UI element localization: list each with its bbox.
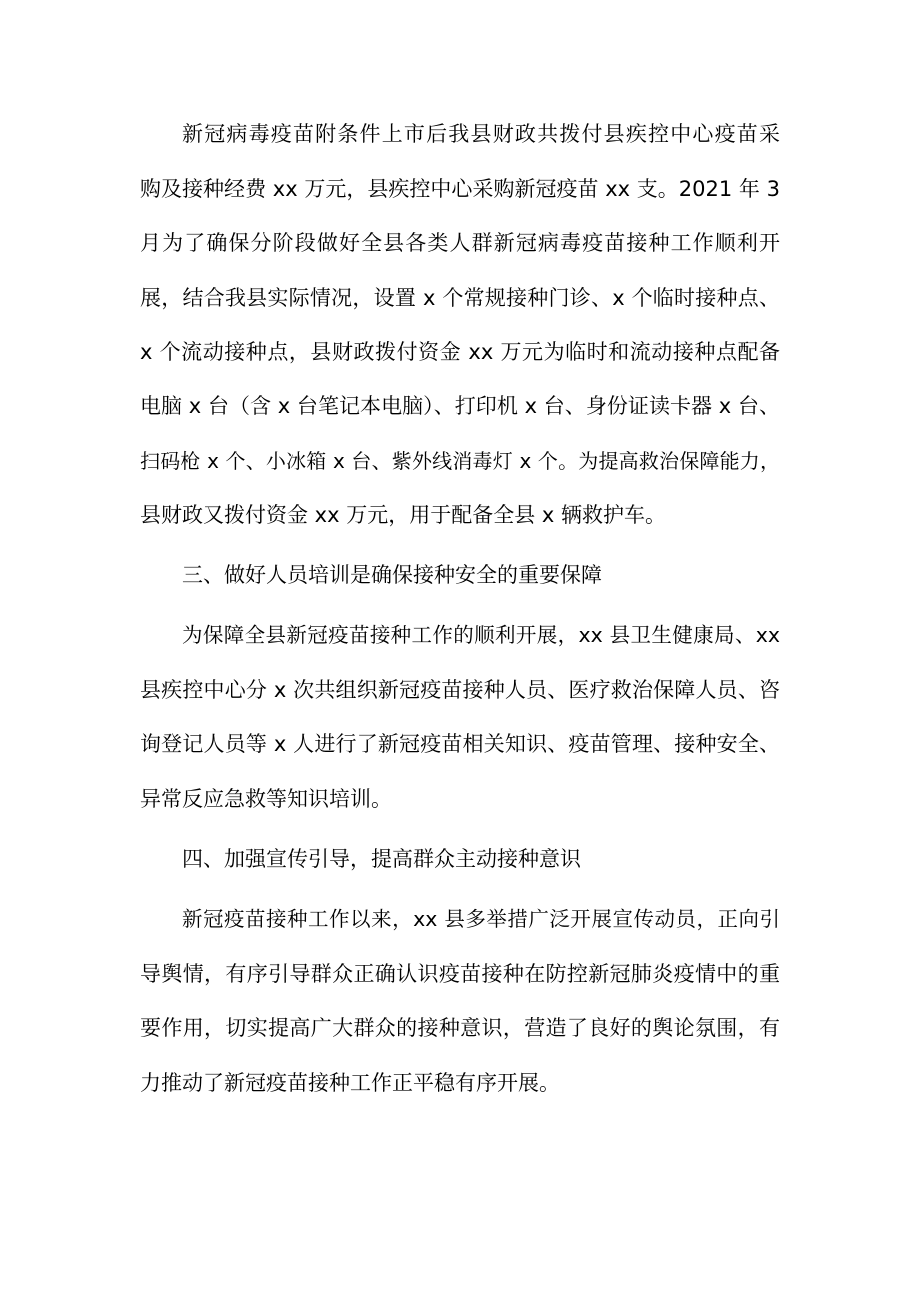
paragraph-3-line-4: 力推动了新冠疫苗接种工作正平稳有序开展。 — [140, 1071, 560, 1095]
paragraph-1-line-2: 购及接种经费 xx 万元，县疾控中心采购新冠疫苗 xx 支。2021 年 3 — [140, 177, 780, 201]
paragraph-1-line-7: 扫码枪 x 个、小冰箱 x 台、紫外线消毒灯 x 个。为提高救治保障能力， — [140, 449, 780, 473]
paragraph-1-line-4: 展，结合我县实际情况，设置 x 个常规接种门诊、x 个临时接种点、 — [140, 286, 780, 310]
paragraph-2-line-4: 异常反应急救等知识培训。 — [140, 787, 392, 811]
paragraph-3-line-1: 新冠疫苗接种工作以来，xx 县多举措广泛开展宣传动员，正向引 — [182, 907, 780, 931]
paragraph-2-line-1: 为保障全县新冠疫苗接种工作的顺利开展，xx 县卫生健康局、xx — [182, 623, 780, 647]
section-heading-4: 四、加强宣传引导，提高群众主动接种意识 — [182, 847, 581, 871]
paragraph-1-line-5: x 个流动接种点，县财政拨付资金 xx 万元为临时和流动接种点配备 — [140, 340, 780, 364]
section-heading-3: 三、做好人员培训是确保接种安全的重要保障 — [182, 563, 602, 587]
paragraph-1-line-6: 电脑 x 台（含 x 台笔记本电脑）、打印机 x 台、身份证读卡器 x 台、 — [140, 394, 780, 418]
paragraph-1-line-8: 县财政又拨付资金 xx 万元，用于配备全县 x 辆救护车。 — [140, 503, 666, 527]
paragraph-2-line-3: 询登记人员等 x 人进行了新冠疫苗相关知识、疫苗管理、接种安全、 — [140, 732, 780, 756]
paragraph-3-line-3: 要作用，切实提高广大群众的接种意识，营造了良好的舆论氛围，有 — [140, 1016, 780, 1040]
paragraph-2-line-2: 县疾控中心分 x 次共组织新冠疫苗接种人员、医疗救治保障人员、咨 — [140, 678, 780, 702]
paragraph-1-line-3: 月为了确保分阶段做好全县各类人群新冠病毒疫苗接种工作顺利开 — [140, 231, 780, 255]
paragraph-1-line-1: 新冠病毒疫苗附条件上市后我县财政共拨付县疾控中心疫苗采 — [182, 122, 780, 146]
paragraph-3-line-2: 导舆情，有序引导群众正确认识疫苗接种在防控新冠肺炎疫情中的重 — [140, 962, 780, 986]
